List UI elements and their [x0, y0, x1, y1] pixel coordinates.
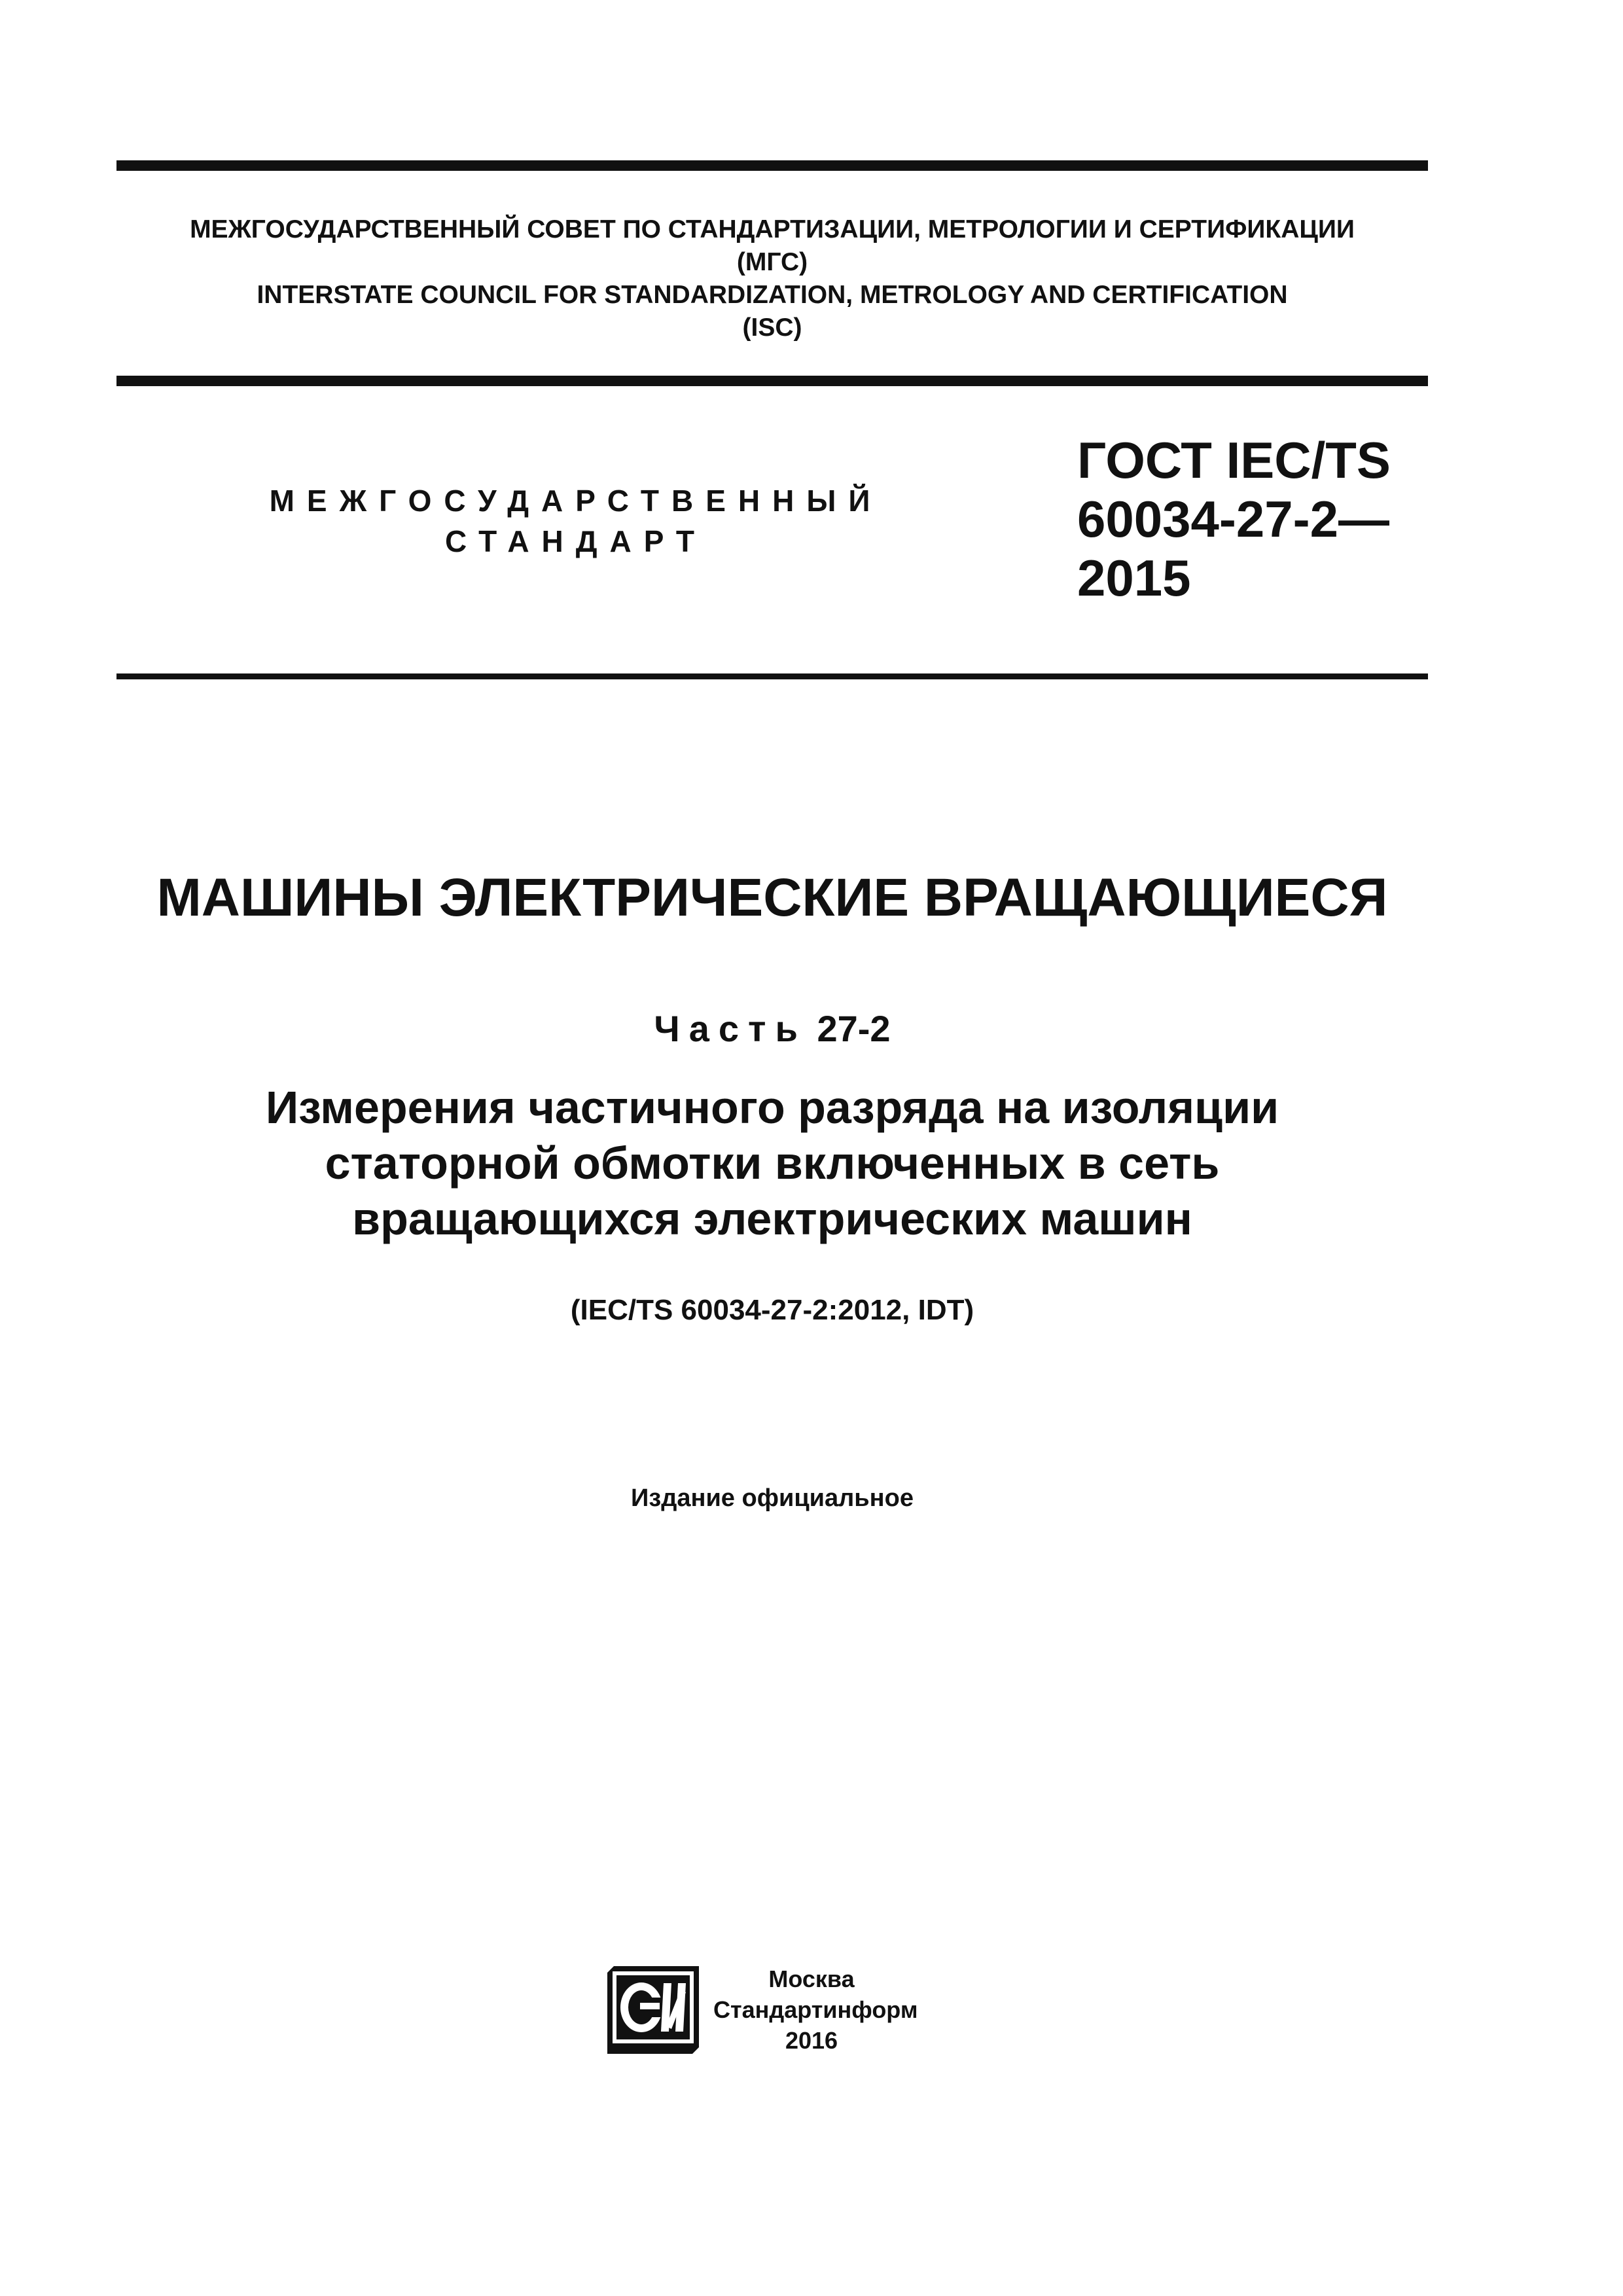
main-title: МАШИНЫ ЭЛЕКТРИЧЕСКИЕ ВРАЩАЮЩИЕСЯ — [156, 868, 1388, 927]
part-word: Часть — [654, 1008, 807, 1049]
international-reference: (IEC/TS 60034-27-2:2012, IDT) — [570, 1294, 974, 1326]
designation-line3: 2015 — [1077, 549, 1191, 607]
council-ru-name: МЕЖГОСУДАРСТВЕННЫЙ СОВЕТ ПО СТАНДАРТИЗАЦИИ, МЕТРОЛОГИИ И СЕРТИФИКАЦИИ — [190, 215, 1355, 243]
bottom-rule — [116, 673, 1428, 679]
standard-type — [249, 480, 903, 562]
subtitle — [116, 1080, 1428, 1247]
council-header — [116, 213, 1428, 344]
edition-note: Издание официальное — [631, 1484, 914, 1512]
publisher-year: 2016 — [785, 2027, 838, 2054]
standard-designation — [1077, 431, 1391, 607]
logo-graphic — [601, 1964, 705, 2055]
designation-line2: 60034-27-2— — [1077, 490, 1389, 548]
top-double-rule — [116, 160, 1428, 171]
designation-line1: ГОСТ IEC/TS — [1077, 431, 1391, 489]
part-number: 27-2 — [817, 1008, 891, 1049]
publisher-block — [713, 1964, 918, 2056]
council-en-name: INTERSTATE COUNCIL FOR STANDARDIZATION, METROLOGY AND CERTIFICATION — [257, 281, 1288, 309]
standartinform-logo-icon — [601, 1964, 705, 2055]
standard-type-line2: СТАНДАРТ — [445, 524, 707, 558]
part-heading — [116, 1006, 1428, 1052]
publisher-city: Москва — [768, 1965, 855, 1992]
publisher-name: Стандартинформ — [713, 1996, 918, 2023]
subtitle-line-3: вращающихся электрических машин — [352, 1193, 1192, 1244]
subtitle-line-2: статорной обмотки включенных в сеть — [325, 1138, 1220, 1189]
subtitle-line-1: Измерения частичного разряда на изоляции — [265, 1082, 1279, 1133]
council-en-abbr: (ISC) — [742, 314, 802, 342]
standard-type-line1: МЕЖГОСУДАРСТВЕННЫЙ — [269, 484, 883, 518]
middle-double-rule — [116, 376, 1428, 386]
council-ru-abbr: (МГС) — [736, 248, 808, 276]
